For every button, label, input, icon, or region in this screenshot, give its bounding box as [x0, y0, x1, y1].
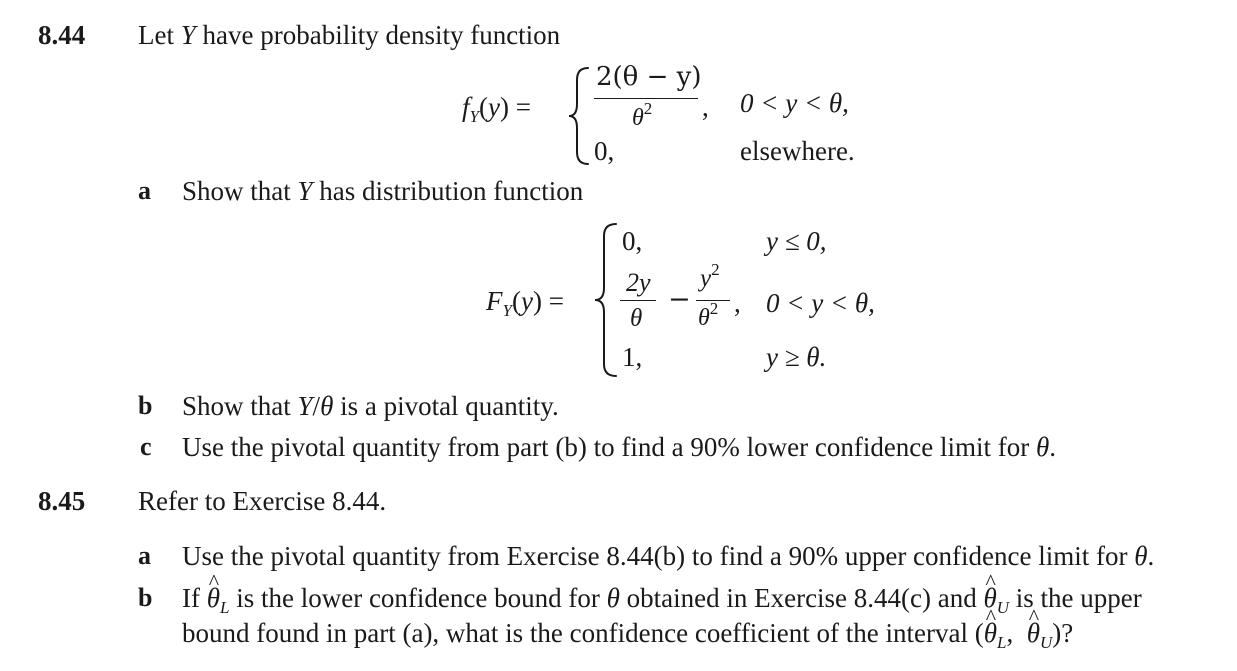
- ex845-part-b-line2: bound found in part (a), what is the confidence coefficient of the interval (^ $\theta_L$, ^ $\theta_U$)?: [182, 620, 1073, 647]
- pdf-condition-1: 0 < y < θ,: [740, 88, 849, 118]
- exercise-number-8-44: 8.44: [38, 20, 86, 50]
- pdf-denominator: $\theta^2$: [632, 99, 653, 131]
- cdf-row2-condition: 0 < y < θ,: [766, 288, 875, 318]
- cdf-minus: −: [668, 284, 691, 315]
- ex845-part-a-text: Use the pivotal quantity from Exercise 8.44(b) to find a 90% upper confidence limit for θ.: [182, 541, 1155, 571]
- cdf-frac2-numerator: $y^2$: [700, 260, 720, 292]
- pdf-left-brace: [568, 66, 590, 166]
- pdf-comma: ,: [702, 92, 709, 122]
- exercise-8-44-intro: Let Y have probability density function: [138, 20, 561, 50]
- cdf-row3-condition: y ≥ θ.: [766, 342, 827, 372]
- part-c-label: c: [140, 432, 152, 461]
- cdf-row1-value: 0,: [622, 226, 643, 256]
- ex845-part-b-label: b: [138, 583, 153, 612]
- exercise-number-8-45: 8.45: [38, 486, 86, 516]
- pdf-condition-2: elsewhere.: [740, 136, 855, 166]
- ex845-part-a-label: a: [138, 541, 151, 570]
- cdf-frac2-denominator: $\theta^2$: [698, 299, 719, 331]
- cdf-left-brace: [594, 222, 618, 378]
- part-b-text: Show that Y/θ is a pivotal quantity.: [182, 391, 559, 421]
- part-a-label: a: [138, 176, 151, 205]
- pdf-lhs: $f_Y(y)$ =: [462, 92, 531, 126]
- cdf-lhs: $F_Y(y)$ =: [486, 286, 564, 320]
- cdf-row3-value: 1,: [622, 342, 643, 372]
- part-b-label: b: [138, 391, 153, 420]
- part-c-text: Use the pivotal quantity from part (b) to find a 90% lower confidence limit for θ.: [182, 432, 1057, 462]
- ex845-part-b-line1: If ^ $\theta_L$ is the lower confidence bound for θ obtained in Exercise 8.44(c) and ^ $\theta_U$ is the upper: [182, 585, 1142, 612]
- cdf-frac1-numerator: 2y: [626, 268, 651, 297]
- pdf-zero: 0,: [594, 136, 615, 166]
- part-a-text: Show that Y has distribution function: [182, 176, 584, 206]
- cdf-row2-comma: ,: [734, 288, 741, 318]
- cdf-frac1-denominator: θ: [630, 305, 643, 332]
- pdf-numerator: 2(θ − y): [596, 62, 702, 92]
- cdf-row1-condition: y ≤ 0,: [766, 226, 827, 256]
- cdf-frac1-bar: [620, 300, 656, 301]
- exercise-8-45-intro: Refer to Exercise 8.44.: [138, 486, 387, 516]
